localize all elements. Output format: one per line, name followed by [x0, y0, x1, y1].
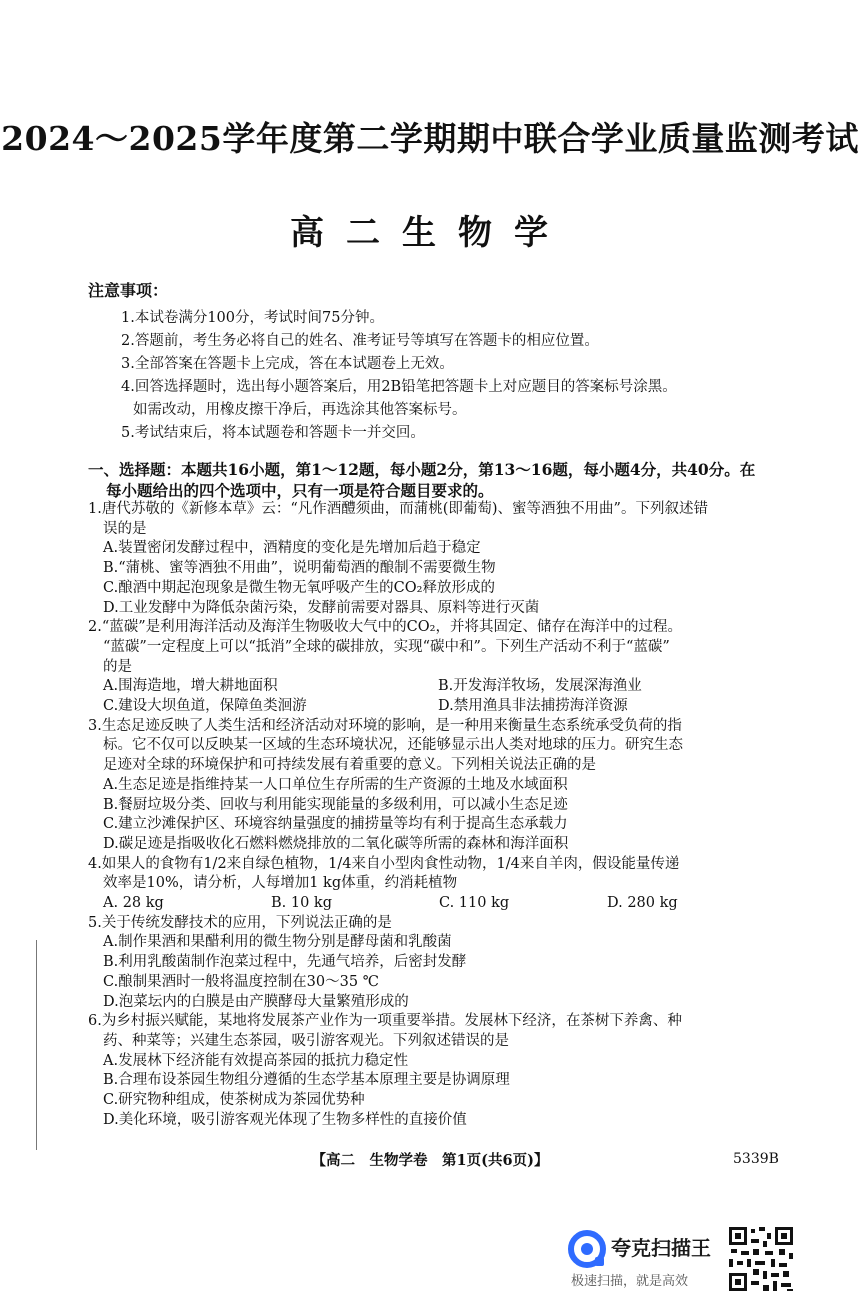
- stem-line: “蓝碳”一定程度上可以“抵消”全球的碳排放，实现“碳中和”。下列生产活动不利于“蓝碳”: [103, 638, 670, 655]
- question-5: [88, 914, 778, 1013]
- notice-item: 4.回答选择题时，选出每小题答案后，用2B铅笔把答题卡上对应题目的答案标号涂黑。: [121, 379, 677, 395]
- stem-line: 足迹对全球的环境保护和可持续发展有着重要的意义。下列相关说法正确的是: [103, 757, 596, 774]
- question-2: [88, 618, 778, 717]
- option-d: D.禁用渔具非法捕捞海洋资源: [438, 698, 628, 715]
- stem-line: 药、种菜等；兴建生态茶园，吸引游客观光。下列叙述错误的是: [103, 1032, 509, 1049]
- footer-page-label: 【高二 生物学卷 第1页(共6页)】: [311, 1152, 549, 1169]
- question-stem: [88, 618, 778, 677]
- option-d: D.碳足迹是指吸收化石燃料燃烧排放的二氧化碳等所需的森林和海洋面积: [103, 835, 569, 852]
- section-heading-line: 一、选择题：本题共16小题，第1～12题，每小题2分，第13～16题，每小题4分，共40分。在: [88, 460, 756, 479]
- option-row: [88, 697, 778, 717]
- section-heading-block: [88, 459, 788, 501]
- notice-item-continuation: 如需改动，用橡皮擦干净后，再选涂其他答案标号。: [133, 402, 467, 418]
- option-row: [88, 894, 778, 914]
- question-6: [88, 1012, 778, 1130]
- option-c: C.研究物种组成，使茶树成为茶园优势种: [103, 1092, 365, 1109]
- exam-title: 2024～2025学年度第二学期期中联合学业质量监测考试: [1, 119, 859, 158]
- scanner-app-name: 夸克扫描王: [611, 1236, 711, 1260]
- page-footer: [0, 1149, 860, 1173]
- question-3: [88, 717, 778, 855]
- option-c: C. 110 kg: [439, 895, 510, 912]
- option-a: A.装置密闭发酵过程中，酒精度的变化是先增加后趋于稳定: [103, 540, 481, 557]
- option-b: B. 10 kg: [271, 895, 333, 912]
- stem-line: 1.唐代苏敬的《新修本草》云：“凡作酒醴须曲，而蒲桃(即葡萄)、蜜等酒独不用曲”。下列叙述错: [88, 501, 708, 517]
- qr-code-icon: [727, 1225, 795, 1293]
- notice-heading: 注意事项：: [88, 281, 169, 300]
- option-c: C.酿制果酒时一般将温度控制在30～35 ℃: [103, 973, 379, 990]
- notice-block: [88, 278, 788, 445]
- scanner-slogan: 极速扫描，就是高效: [571, 1274, 689, 1289]
- option-row: [88, 677, 778, 697]
- question-stem: [88, 855, 778, 894]
- notice-item: 3.全部答案在答题卡上完成，答在本试题卷上无效。: [121, 356, 454, 372]
- stem-line: 2.“蓝碳”是利用海洋活动及海洋生物吸收大气中的CO₂，并将其固定、储存在海洋中的过程。: [88, 619, 682, 636]
- stem-line: 3.生态足迹反映了人类生活和经济活动对环境的影响，是一种用来衡量生态系统承受负荷的指: [88, 717, 682, 734]
- option-c: C.酿酒中期起泡现象是微生物无氧呼吸产生的CO₂释放形成的: [103, 579, 495, 596]
- option-a: A. 28 kg: [103, 895, 164, 912]
- stem-line: 效率是10%，请分析，人每增加1 kg体重，约消耗植物: [103, 875, 458, 892]
- stem-line: 5.关于传统发酵技术的应用，下列说法正确的是: [88, 914, 392, 931]
- scanner-logo-icon: [567, 1229, 607, 1269]
- section-heading: [88, 459, 788, 501]
- question-1: [88, 500, 778, 618]
- notice-item: 2.答题前，考生务必将自己的姓名、准考证号等填写在答题卡的相应位置。: [121, 333, 599, 349]
- question-list: [88, 500, 778, 1131]
- option-b: B.利用乳酸菌制作泡菜过程中，先通气培养，后密封发酵: [103, 954, 467, 971]
- option-b: B.餐厨垃圾分类、回收与利用能实现能量的多级利用，可以减小生态足迹: [103, 796, 568, 813]
- section-heading-line: 每小题给出的四个选项中，只有一项是符合题目要求的。: [106, 481, 494, 500]
- option-b: B.合理布设茶园生物组分遵循的生态学基本原理主要是协调原理: [103, 1072, 510, 1089]
- stem-line: 误的是: [103, 520, 147, 537]
- notice-item: 5.考试结束后，将本试题卷和答题卡一并交回。: [121, 425, 425, 441]
- option-d: D.泡菜坛内的白膜是由产膜酵母大量繁殖形成的: [103, 993, 409, 1010]
- paper-code: 5339B: [733, 1151, 779, 1167]
- notice-item: 1.本试卷满分100分，考试时间75分钟。: [121, 310, 384, 326]
- option-a: A.制作果酒和果醋利用的微生物分别是酵母菌和乳酸菌: [103, 934, 452, 951]
- option-a: A.发展林下经济能有效提高茶园的抵抗力稳定性: [103, 1052, 409, 1069]
- stem-line: 标。它不仅可以反映某一区域的生态环境状况，还能够显示出人类对地球的压力。研究生态: [103, 737, 683, 754]
- option-c: C.建设大坝鱼道，保障鱼类洄游: [103, 698, 307, 715]
- option-c: C.建立沙滩保护区、环境容纳量强度的捕捞量等均有利于提高生态承载力: [103, 816, 568, 833]
- stem-line: 4.如果人的食物有1/2来自绿色植物，1/4来自小型肉食性动物，1/4来自羊肉，假设能量传递: [88, 855, 680, 872]
- option-a: A.围海造地，增大耕地面积: [103, 678, 278, 695]
- binding-margin-line: [36, 940, 37, 1150]
- subject-title: 高二生物学: [290, 213, 570, 253]
- option-d: D.工业发酵中为降低杂菌污染，发酵前需要对器具、原料等进行灭菌: [103, 599, 540, 616]
- option-a: A.生态足迹是指维持某一人口单位生存所需的生产资源的土地及水域面积: [103, 776, 568, 793]
- option-d: D.美化环境，吸引游客观光体现了生物多样性的直接价值: [103, 1111, 467, 1128]
- question-stem: [88, 914, 778, 934]
- stem-line: 6.为乡村振兴赋能，某地将发展茶产业作为一项重要举措。发展林下经济，在茶树下养禽、种: [88, 1013, 682, 1030]
- question-stem: [88, 1012, 778, 1051]
- question-stem: [88, 500, 778, 539]
- scanner-watermark: [567, 1225, 807, 1295]
- option-d: D. 280 kg: [607, 895, 678, 912]
- option-b: B.开发海洋牧场，发展深海渔业: [438, 678, 642, 695]
- question-stem: [88, 717, 778, 776]
- option-b: B.“蒲桃、蜜等酒独不用曲”，说明葡萄酒的酿制不需要微生物: [103, 560, 496, 577]
- stem-line: 的是: [103, 658, 132, 675]
- question-4: [88, 855, 778, 914]
